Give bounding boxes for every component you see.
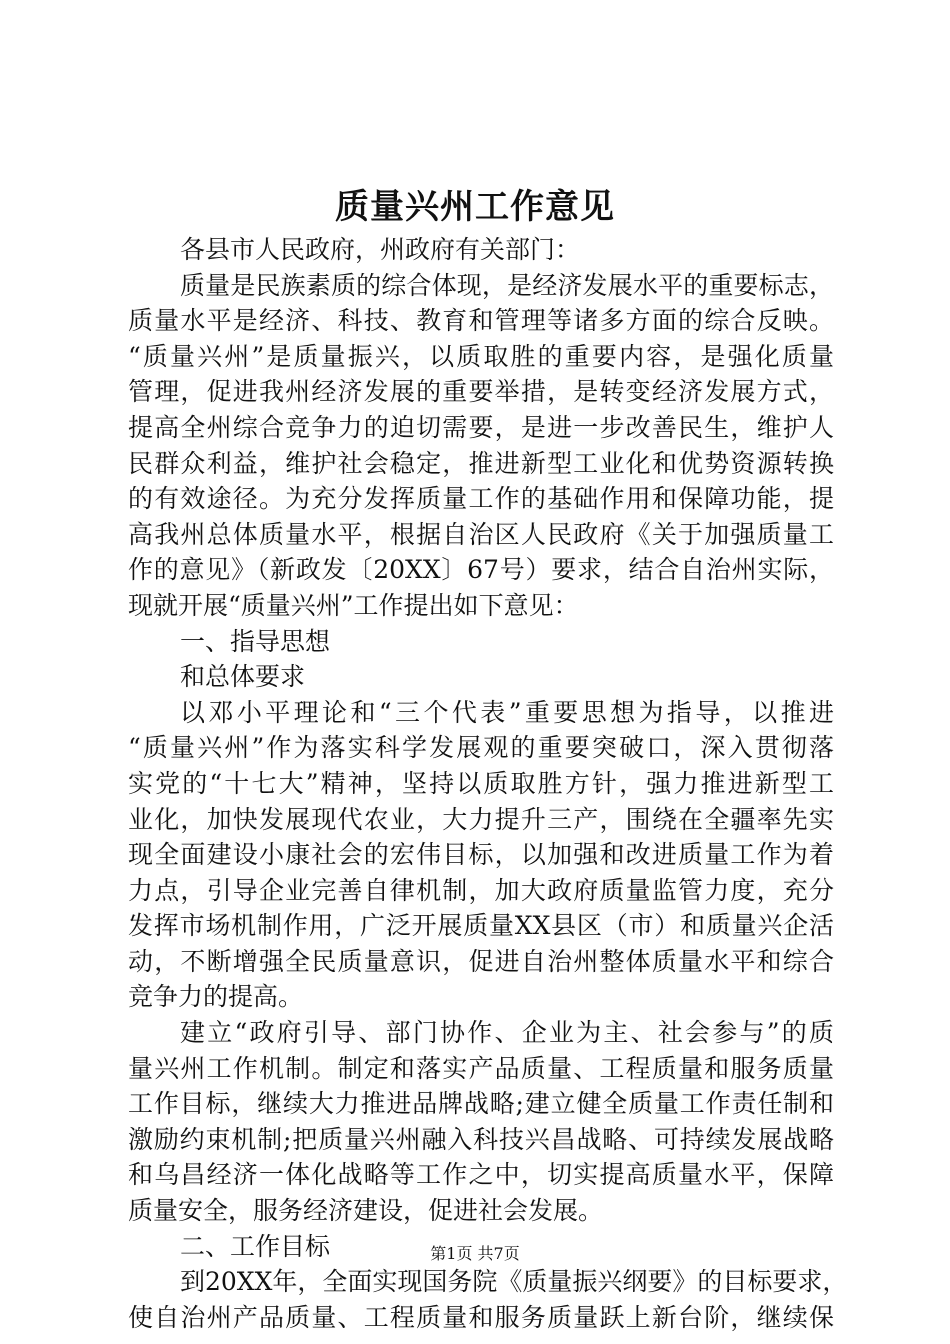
text-line: 使自治州产品质量、工程质量和服务质量跃上新台阶，继续保	[128, 1302, 834, 1332]
document-body	[128, 232, 848, 1335]
text-line: 高我州总体质量水平，根据自治区人民政府《关于加强质量工	[128, 519, 834, 549]
text-line: 的有效途径。为充分发挥质量工作的基础作用和保障功能，提	[128, 484, 834, 514]
text-line: 质量是民族素质的综合体现，是经济发展水平的重要标志，	[180, 270, 834, 300]
text-line: 和乌昌经济一体化战略等工作之中，切实提高质量水平，保障	[128, 1160, 834, 1190]
text-line: 一、指导思想	[180, 626, 331, 656]
text-line: 作的意见》（新政发〔20XX〕67号）要求，结合自治州实际，	[128, 555, 834, 585]
text-line: 提高全州综合竞争力的迫切需要，是进一步改善民生，维护人	[128, 412, 834, 442]
text-line: 动，不断增强全民质量意识，促进自治州整体质量水平和综合	[128, 946, 834, 976]
text-line: 竞争力的提高。	[128, 982, 304, 1012]
text-line: 现就开展“质量兴州”工作提出如下意见：	[128, 590, 579, 620]
text-line: 管理，促进我州经济发展的重要举措，是转变经济发展方式，	[128, 377, 834, 407]
text-line: 民群众利益，维护社会稳定，推进新型工业化和优势资源转换	[128, 448, 834, 478]
text-line: 工作目标，继续大力推进品牌战略;建立健全质量工作责任制和	[128, 1089, 834, 1119]
text-line: 以邓小平理论和“三个代表”重要思想为指导，以推进	[180, 697, 834, 727]
text-line: 发挥市场机制作用，广泛开展质量XX县区（市）和质量兴企活	[128, 911, 834, 941]
text-line: “质量兴州”是质量振兴，以质取胜的重要内容，是强化质量	[128, 341, 834, 371]
text-line: 质量安全，服务经济建设，促进社会发展。	[128, 1196, 604, 1226]
text-line: 激励约束机制;把质量兴州融入科技兴昌战略、可持续发展战略	[128, 1124, 834, 1154]
text-line: 建立“政府引导、部门协作、企业为主、社会参与”的质	[180, 1018, 834, 1048]
text-line: 现全面建设小康社会的宏伟目标，以加强和改进质量工作为着	[128, 840, 834, 870]
text-line: 实党的“十七大”精神，坚持以质取胜方针，强力推进新型工	[128, 768, 834, 798]
text-line: 到20XX年，全面实现国务院《质量振兴纲要》的目标要求，	[180, 1267, 848, 1297]
text-line: 力点，引导企业完善自律机制，加大政府质量监管力度，充分	[128, 875, 834, 905]
text-line: 各县市人民政府，州政府有关部门：	[180, 235, 581, 264]
page-footer: 第1页 共7页	[430, 1244, 520, 1263]
text-line: 质量水平是经济、科技、教育和管理等诸多方面的综合反映。	[128, 306, 834, 336]
text-line: 业化，加快发展现代农业，大力提升三产，围绕在全疆率先实	[128, 804, 834, 834]
document-title: 质量兴州工作意见	[335, 187, 615, 227]
text-line: 二、工作目标	[180, 1231, 331, 1261]
text-line: “质量兴州”作为落实科学发展观的重要突破口，深入贯彻落	[128, 733, 834, 763]
text-line: 和总体要求	[180, 662, 306, 692]
text-line: 量兴州工作机制。制定和落实产品质量、工程质量和服务质量	[128, 1053, 834, 1083]
